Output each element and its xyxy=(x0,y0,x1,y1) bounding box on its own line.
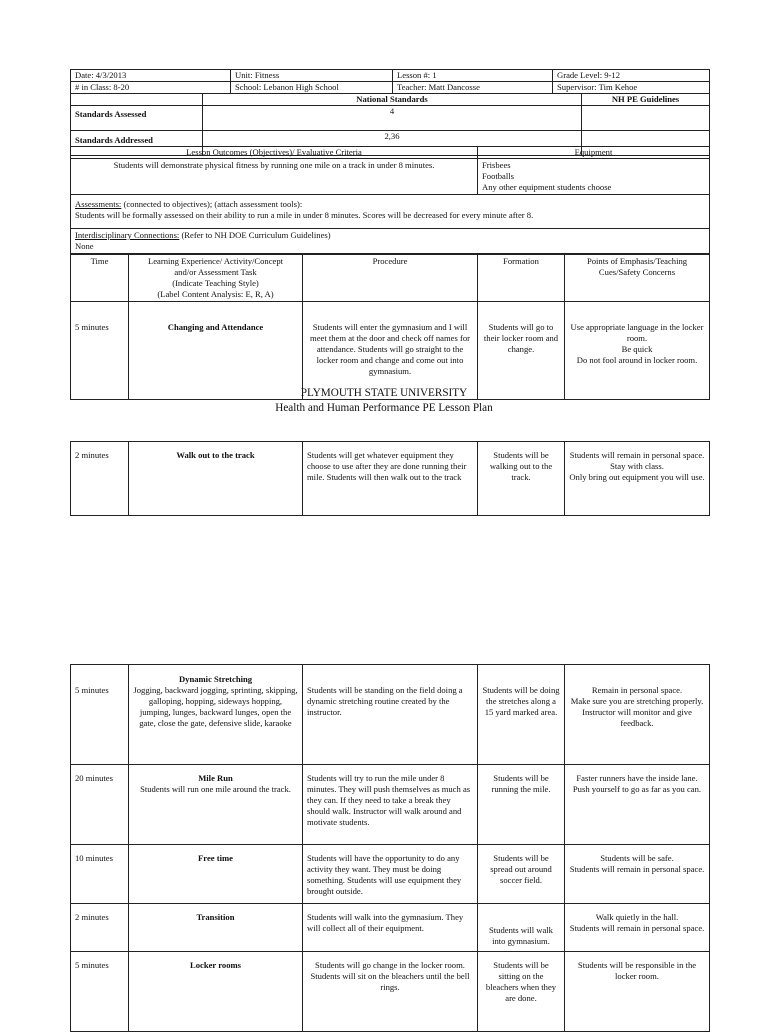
standards-addressed-label: Standards Addressed xyxy=(71,131,203,156)
row-time: 5 minutes xyxy=(71,952,129,1032)
date-cell: Date: 4/3/2013 xyxy=(71,70,231,82)
row-points: Students will be safe. Students will remain in personal space. xyxy=(565,845,710,904)
equipment-item: Footballs xyxy=(482,171,514,181)
interdisciplinary-label-detail: (Refer to NH DOE Curriculum Guidelines) xyxy=(179,230,331,240)
row-formation: Students will be sitting on the bleachers when they are done. xyxy=(478,952,565,1032)
row-title: Free time xyxy=(129,845,303,904)
equipment-item: Any other equipment students choose xyxy=(482,182,612,192)
university-name: PLYMOUTH STATE UNIVERSITY xyxy=(300,387,468,399)
row-formation: Students will be walking out to the track. xyxy=(478,442,565,516)
row-procedure: Students will get whatever equipment they choose to use after they are done running their mile. Students will then walk out to the track xyxy=(303,442,478,516)
table-row xyxy=(71,904,710,952)
assessments-text: Students will be formally assessed on their ability to run a mile in under 8 minutes. Scores will be decreased for every minute after 8. xyxy=(75,210,534,220)
col-points: Points of Emphasis/Teaching Cues/Safety Concerns xyxy=(565,255,710,302)
row-detail: Jogging, backward jogging, sprinting, skipping, galloping, hopping, sideways hopping, jumping, lunges, backward lunges, open the gate, close the gate, defensive slide, karaoke xyxy=(133,685,298,728)
unit-cell: Unit: Fitness xyxy=(231,70,393,82)
table-row xyxy=(71,765,710,845)
col-learning: Learning Experience/ Activity/Concept and/or Assessment Task (Indicate Teaching Style) (Label Content Analysis: E, R, A) xyxy=(129,255,303,302)
column-header-row xyxy=(71,255,710,302)
teacher-cell: Teacher: Matt Dancosse xyxy=(393,82,553,94)
row-procedure: Students will walk into the gymnasium. They will collect all of their equipment. xyxy=(303,904,478,952)
header-table xyxy=(70,69,710,94)
lesson-table-continued xyxy=(70,441,710,516)
assessments-label: Assessments: xyxy=(75,199,122,209)
row-procedure: Students will enter the gymnasium and I will meet them at the door and check off names for attendance. Students will go straight to the locker room and change and come out into gymnasium. xyxy=(303,302,478,400)
lesson-table xyxy=(70,254,710,400)
supervisor-cell: Supervisor: Tim Kehoe xyxy=(553,82,710,94)
national-standards-header: National Standards xyxy=(203,94,582,106)
outcomes-header: Lesson Outcomes (Objectives)/ Evaluative Criteria xyxy=(71,147,478,159)
interdisciplinary-text: None xyxy=(75,241,94,251)
row-title: Mile Run xyxy=(198,773,233,783)
table-row xyxy=(71,442,710,516)
row-formation: Students will be running the mile. xyxy=(478,765,565,845)
row-procedure: Students will be standing on the field doing a dynamic stretching routine created by the instructor. xyxy=(303,665,478,765)
row-time: 2 minutes xyxy=(71,904,129,952)
row-points: Students will remain in personal space. Stay with class. Only bring out equipment you will use. xyxy=(565,442,710,516)
col-procedure: Procedure xyxy=(303,255,478,302)
row-formation: Students will be doing the stretches along a 15 yard marked area. xyxy=(478,665,565,765)
grade-cell: Grade Level: 9-12 xyxy=(553,70,710,82)
row-points: Use appropriate language in the locker room. Be quick Do not fool around in locker room. xyxy=(565,302,710,400)
plan-subtitle: Health and Human Performance PE Lesson Plan xyxy=(275,402,493,415)
equipment-list xyxy=(478,159,710,195)
table-row xyxy=(71,952,710,1032)
standards-assessed-label: Standards Assessed xyxy=(71,106,203,131)
row-time: 5 minutes xyxy=(71,302,129,400)
row-points: Remain in personal space. Make sure you are stretching properly. Instructor will monitor and give feedback. xyxy=(565,665,710,765)
nh-pe-guidelines-header: NH PE Guidelines xyxy=(582,94,710,106)
row-formation: Students will go to their locker room and change. xyxy=(478,302,565,400)
row-procedure: Students will try to run the mile under 8 minutes. They will push themselves as much as they can. If they need to take a break they should walk. Instructor will walk around and motivate students. xyxy=(303,765,478,845)
outcomes-table xyxy=(70,146,710,254)
row-formation: Students will be spread out around soccer field. xyxy=(478,845,565,904)
row-formation: Students will walk into gymnasium. xyxy=(478,904,565,952)
row-title: Changing and Attendance xyxy=(129,302,303,400)
table-row xyxy=(71,302,710,400)
school-cell: School: Lebanon High School xyxy=(231,82,393,94)
standards-addressed-value: 2,36 xyxy=(203,131,582,156)
row-procedure: Students will go change in the locker room. Students will sit on the bleachers until the bell rings. xyxy=(303,952,478,1032)
col-time: Time xyxy=(71,255,129,302)
col-formation: Formation xyxy=(478,255,565,302)
interdisciplinary-cell xyxy=(71,229,710,254)
row-detail: Students will run one mile around the track. xyxy=(140,784,291,794)
row-points: Walk quietly in the hall. Students will remain in personal space. xyxy=(565,904,710,952)
row-title: Walk out to the track xyxy=(129,442,303,516)
row-time: 10 minutes xyxy=(71,845,129,904)
document-title xyxy=(0,386,768,416)
equipment-item: Frisbees xyxy=(482,160,511,170)
row-title: Locker rooms xyxy=(129,952,303,1032)
row-points: Faster runners have the inside lane. Push yourself to go as far as you can. xyxy=(565,765,710,845)
row-activity xyxy=(129,665,303,765)
row-time: 20 minutes xyxy=(71,765,129,845)
row-procedure: Students will have the opportunity to do any activity they want. They must be doing something. Students will use equipment they brought outside. xyxy=(303,845,478,904)
row-activity xyxy=(129,765,303,845)
assessments-cell xyxy=(71,195,710,229)
row-time: 5 minutes xyxy=(71,665,129,765)
table-row xyxy=(71,665,710,765)
table-row xyxy=(71,845,710,904)
lesson-table-page-2 xyxy=(70,664,710,1032)
outcomes-text: Students will demonstrate physical fitness by running one mile on a track in under 8 minutes. xyxy=(71,159,478,195)
row-title: Dynamic Stretching xyxy=(178,674,253,684)
equipment-header: Equipment xyxy=(478,147,710,159)
row-points: Students will be responsible in the locker room. xyxy=(565,952,710,1032)
assessments-label-detail: (connected to objectives); (attach assessment tools): xyxy=(121,199,303,209)
row-time: 2 minutes xyxy=(71,442,129,516)
lesson-cell: Lesson #: 1 xyxy=(393,70,553,82)
row-title: Transition xyxy=(129,904,303,952)
interdisciplinary-label: Interdisciplinary Connections: xyxy=(75,230,180,240)
standards-assessed-value: 4 xyxy=(203,106,582,131)
class-size-cell: # in Class: 8-20 xyxy=(71,82,231,94)
